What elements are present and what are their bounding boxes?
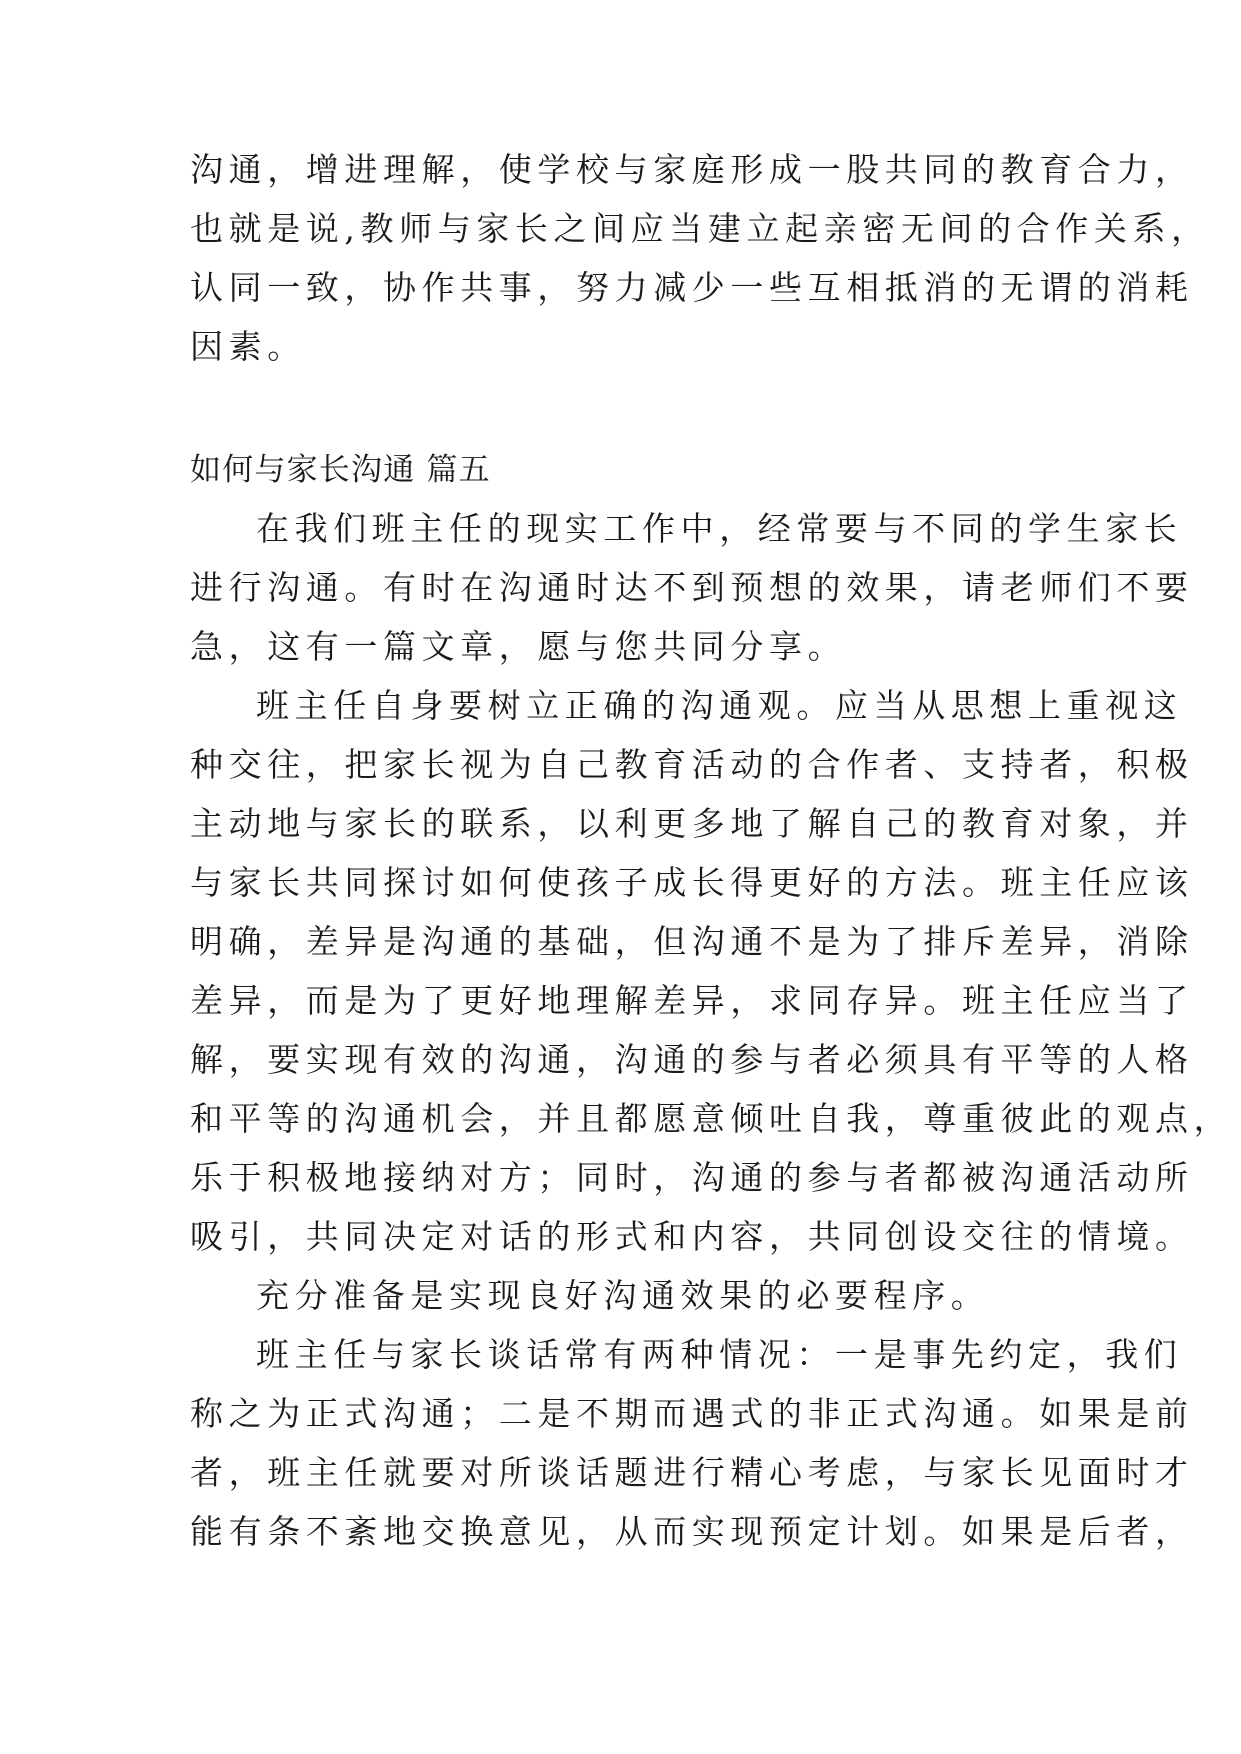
text-line: 认同一致，协作共事，努力减少一些互相抵消的无谓的消耗 xyxy=(190,268,1194,307)
text-line: 班主任与家长谈话常有两种情况：一是事先约定，我们 xyxy=(256,1335,1183,1374)
text-line: 与家长共同探讨如何使孩子成长得更好的方法。班主任应该 xyxy=(190,863,1194,902)
text-line: 也就是说,教师与家长之间应当建立起亲密无间的合作关系， xyxy=(190,209,1210,248)
text-line: 充分准备是实现良好沟通效果的必要程序。 xyxy=(256,1276,990,1315)
text-line: 吸引，共同决定对话的形式和内容，共同创设交往的情境。 xyxy=(190,1217,1194,1256)
text-line: 因素。 xyxy=(190,327,306,366)
text-line: 解，要实现有效的沟通，沟通的参与者必须具有平等的人格 xyxy=(190,1040,1194,1079)
text-line: 进行沟通。有时在沟通时达不到预想的效果，请老师们不要 xyxy=(190,568,1194,607)
text-line: 者，班主任就要对所谈话题进行精心考虑，与家长见面时才 xyxy=(190,1453,1194,1492)
text-line: 差异，而是为了更好地理解差异，求同存异。班主任应当了 xyxy=(190,981,1194,1020)
text-line: 急，这有一篇文章，愿与您共同分享。 xyxy=(190,627,847,666)
text-line: 主动地与家长的联系，以利更多地了解自己的教育对象，并 xyxy=(190,804,1194,843)
text-line: 能有条不紊地交换意见，从而实现预定计划。如果是后者， xyxy=(190,1512,1194,1551)
text-line: 明确，差异是沟通的基础，但沟通不是为了排斥差异，消除 xyxy=(190,922,1194,961)
text-line: 种交往，把家长视为自己教育活动的合作者、支持者，积极 xyxy=(190,745,1194,784)
text-line: 称之为正式沟通；二是不期而遇式的非正式沟通。如果是前 xyxy=(190,1394,1194,1433)
text-line: 在我们班主任的现实工作中，经常要与不同的学生家长 xyxy=(256,509,1183,548)
text-line: 沟通，增进理解，使学校与家庭形成一股共同的教育合力， xyxy=(190,150,1194,189)
section-heading: 如何与家长沟通 篇五 xyxy=(190,452,491,488)
text-line: 班主任自身要树立正确的沟通观。应当从思想上重视这 xyxy=(256,686,1183,725)
text-line: 乐于积极地接纳对方；同时，沟通的参与者都被沟通活动所 xyxy=(190,1158,1194,1197)
text-line: 和平等的沟通机会，并且都愿意倾吐自我，尊重彼此的观点， xyxy=(190,1099,1233,1138)
